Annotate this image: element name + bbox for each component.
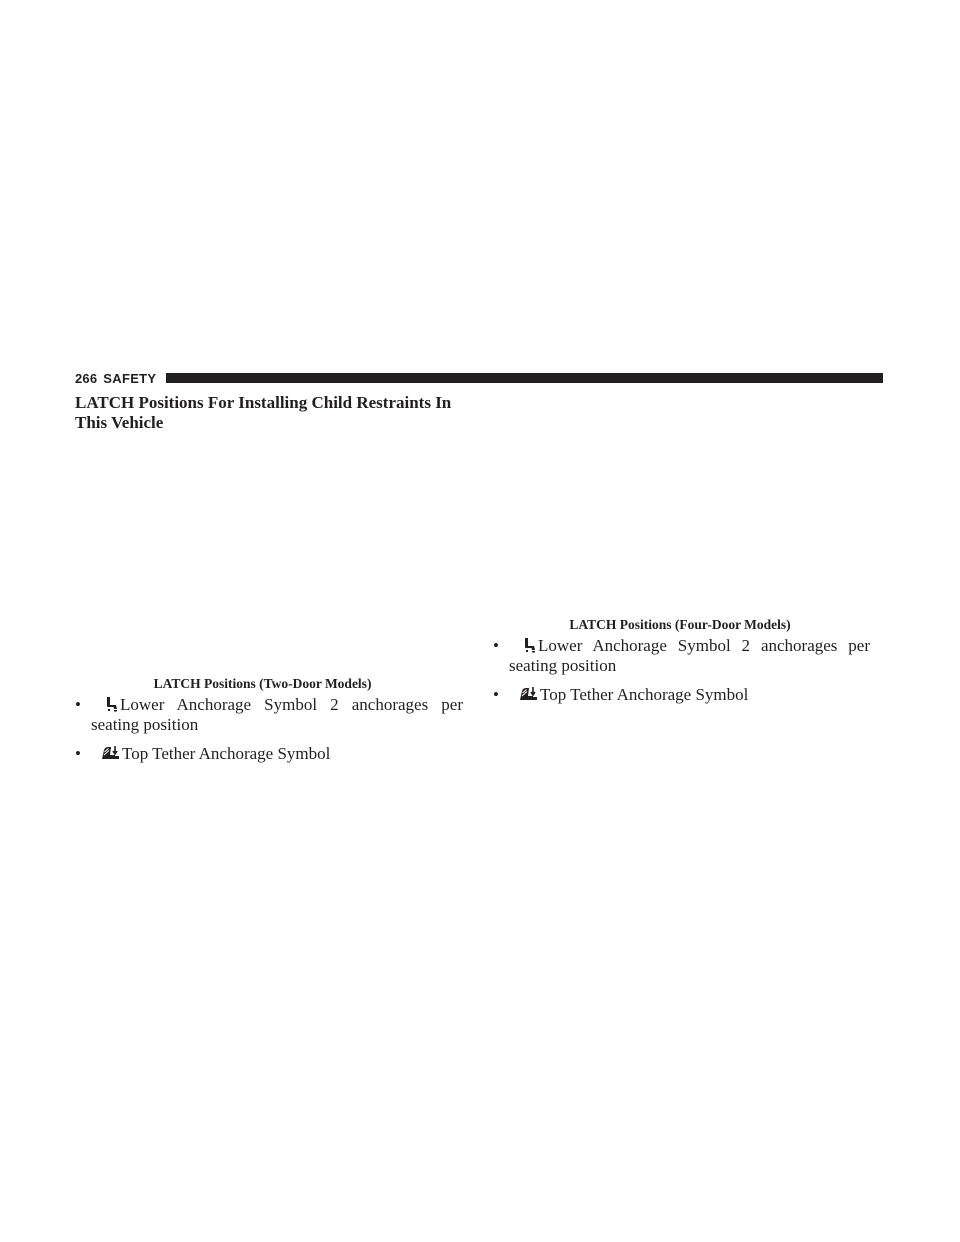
list-item: [493, 636, 870, 676]
section-name: SAFETY: [103, 370, 157, 386]
symbol-legend-four-door: [493, 636, 870, 705]
top-tether-icon: [101, 745, 120, 761]
bullet: •: [493, 685, 499, 704]
header-rule: [166, 373, 883, 383]
top-tether-icon: [519, 686, 538, 702]
bullet-text: Top Tether Anchorage Symbol: [540, 685, 749, 704]
bullet-text: Lower Anchorage Symbol 2 anchorages per seating position: [509, 636, 870, 675]
figure-caption-two-door: LATCH Positions (Two-Door Models): [153, 676, 372, 691]
page-header: [75, 371, 883, 385]
list-item: [75, 744, 463, 764]
lower-anchorage-icon: [105, 696, 118, 712]
lower-anchorage-icon: [523, 637, 536, 653]
page-number: 266: [75, 370, 98, 386]
bullet: •: [75, 744, 81, 763]
bullet-text: Lower Anchorage Symbol 2 anchorages per seating position: [91, 695, 463, 734]
bullet-text: Top Tether Anchorage Symbol: [122, 744, 331, 763]
symbol-legend-two-door: [75, 695, 463, 764]
bullet: •: [75, 695, 81, 714]
list-item: [493, 685, 870, 705]
bullet: •: [493, 636, 499, 655]
figure-caption-four-door: LATCH Positions (Four-Door Models): [569, 617, 791, 632]
section-title: LATCH Positions For Installing Child Restraints In This Vehicle: [75, 393, 452, 432]
list-item: [75, 695, 463, 735]
